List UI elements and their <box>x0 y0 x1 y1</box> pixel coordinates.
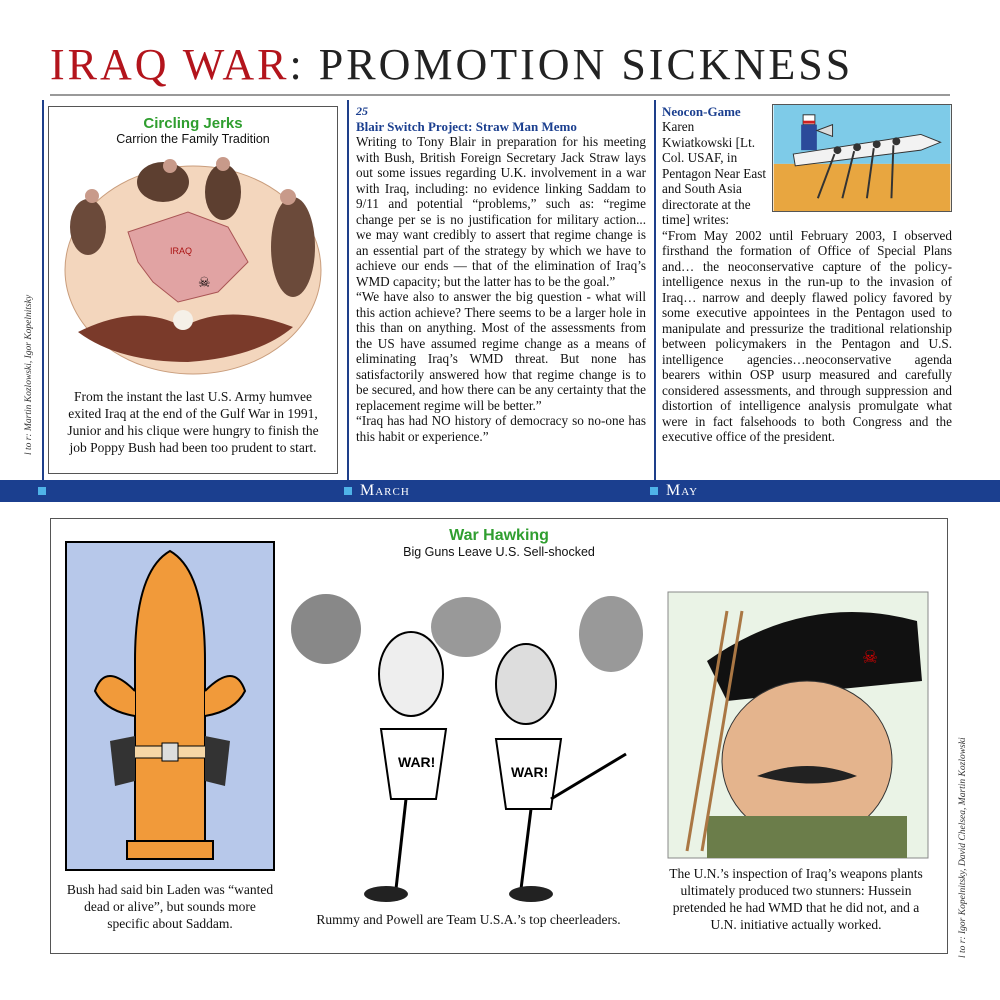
panel-war-hawking <box>50 518 948 954</box>
panel1-heading: Circling Jerks <box>143 115 243 132</box>
cartoon2-caption: Rummy and Powell are Team U.S.A.’s top cheerleaders. <box>316 912 621 927</box>
cartoon-bullet <box>65 541 275 871</box>
panel2-para1: Writing to Tony Blair in preparation for his meeting with Bush, British Foreign Secretary Jack Straw lays out some issues regarding U.K. involvement in a war with Iraq, including: no evidence linking Saddam to 9/11 and potential “problems,” such as: “regime change per se is no justification for military action... we may want credibly to assert that regime change is an essential part of the strategy by which we have to achieve our ends — that of the elimination of Iraq’s WMD capacity; but the latter has to be the goal.” <box>356 134 646 289</box>
panel3-quote: “From May 2002 until February 2003, I observed firsthand the formation of Office of Special Plans and… the neoconservative capture of the policy-intelligence nexus in the run-up to the invasion of Iraq… narrow and deeply flawed policy favored by some executive appointees in the Pentagon used to manipulate and pressurize the traditional relationship between policymakers in the Pentagon and U.S. intelligence agencies…neoconservative agenda bearers within OSP usurp measured and carefully considered assessments, and through suppression and distortion of intelligence analysis promulgate what were in fact falsehoods to both Congress and the executive office of the president. <box>662 227 952 444</box>
timeline-line-1 <box>42 100 44 482</box>
panel-straw-memo <box>356 104 646 444</box>
vulture-2 <box>137 159 189 202</box>
bottom-subheading: Big Guns Leave U.S. Sell-shocked <box>403 545 595 559</box>
rumsfeld-shirt: WAR! <box>398 754 436 770</box>
cartoon-saddam <box>667 591 929 859</box>
panel1-caption: From the instant the last U.S. Army humvee exited Iraq at the end of the Gulf War in 1991, Junior and his clique were hungry to finish the job Poppy Bush had been too prudent to start. <box>67 389 319 455</box>
panel1-cartoon <box>58 152 328 382</box>
panel-circling-jerks <box>48 106 338 474</box>
timeline-month-may: May <box>666 482 699 499</box>
timeline-line-3 <box>654 100 656 482</box>
panel2-heading: Blair Switch Project: Straw Man Memo <box>356 119 577 134</box>
powell-shirt: WAR! <box>511 764 549 780</box>
cartoon3-caption: The U.N.’s inspection of Iraq’s weapons plants ultimately produced two stunners: Hussein pretended he had WMD that he did not, and a U.N. initiative actually worked. <box>669 866 923 932</box>
bottom-heading: War Hawking <box>449 527 549 544</box>
panel3-heading: Neocon-Game <box>662 104 741 119</box>
bottom-credit: l to r: Igor Kopelnitsky, David Chelsea, Martin Kozlowski <box>958 737 968 958</box>
panel-neocon-game <box>662 104 952 445</box>
panel1-credit: l to r: Martin Kozlowski, Igor Kopelnitsky <box>24 294 34 455</box>
timeline-marker-2 <box>344 487 352 495</box>
panel2-para2: “We have also to answer the big question - what will this action achieve? There seems to be a larger hole in this than on anything. Most of the assessments from the US have assumed regime change as a means of eliminating Iraq’s WMD threat. But none has satisfactorily answered how that regime change is to be secured, and how there can be any certainty that the replacement regime will be better.” <box>356 289 646 413</box>
powell <box>496 644 626 902</box>
timeline-bar <box>0 480 1000 502</box>
title-colon: : <box>289 40 305 89</box>
timeline-marker-3 <box>650 487 658 495</box>
timeline-marker-1 <box>38 487 46 495</box>
rumsfeld <box>364 632 446 902</box>
cartoon-cheerleaders <box>286 589 646 909</box>
title-black: PROMOTION SICKNESS <box>318 40 854 89</box>
timeline-month-march: March <box>360 482 410 499</box>
timeline-line-2 <box>347 100 349 482</box>
cartoon1-caption: Bush had said bin Laden was “wanted dead or alive”, but sounds more specific about Saddam. <box>66 882 274 931</box>
page-title <box>50 40 853 90</box>
title-red: IRAQ WAR <box>50 40 290 89</box>
title-rule <box>50 94 950 96</box>
panel2-date: 25 <box>356 104 368 118</box>
skull-crossbones-icon: ☠ <box>862 647 879 667</box>
panel2-para3: “Iraq has had NO history of democracy so no-one has this habit or experience.” <box>356 413 646 444</box>
panel3-intro: Karen Kwiatkowski [Lt. Col. USAF, in Pentagon Near East and South Asia directorate at the time] writes: <box>662 119 766 227</box>
map-label: IRAQ <box>170 246 193 256</box>
panel1-subheading: Carrion the Family Tradition <box>116 132 270 146</box>
skull-icon: ☠ <box>198 276 211 291</box>
panel3-cartoon <box>772 104 952 212</box>
